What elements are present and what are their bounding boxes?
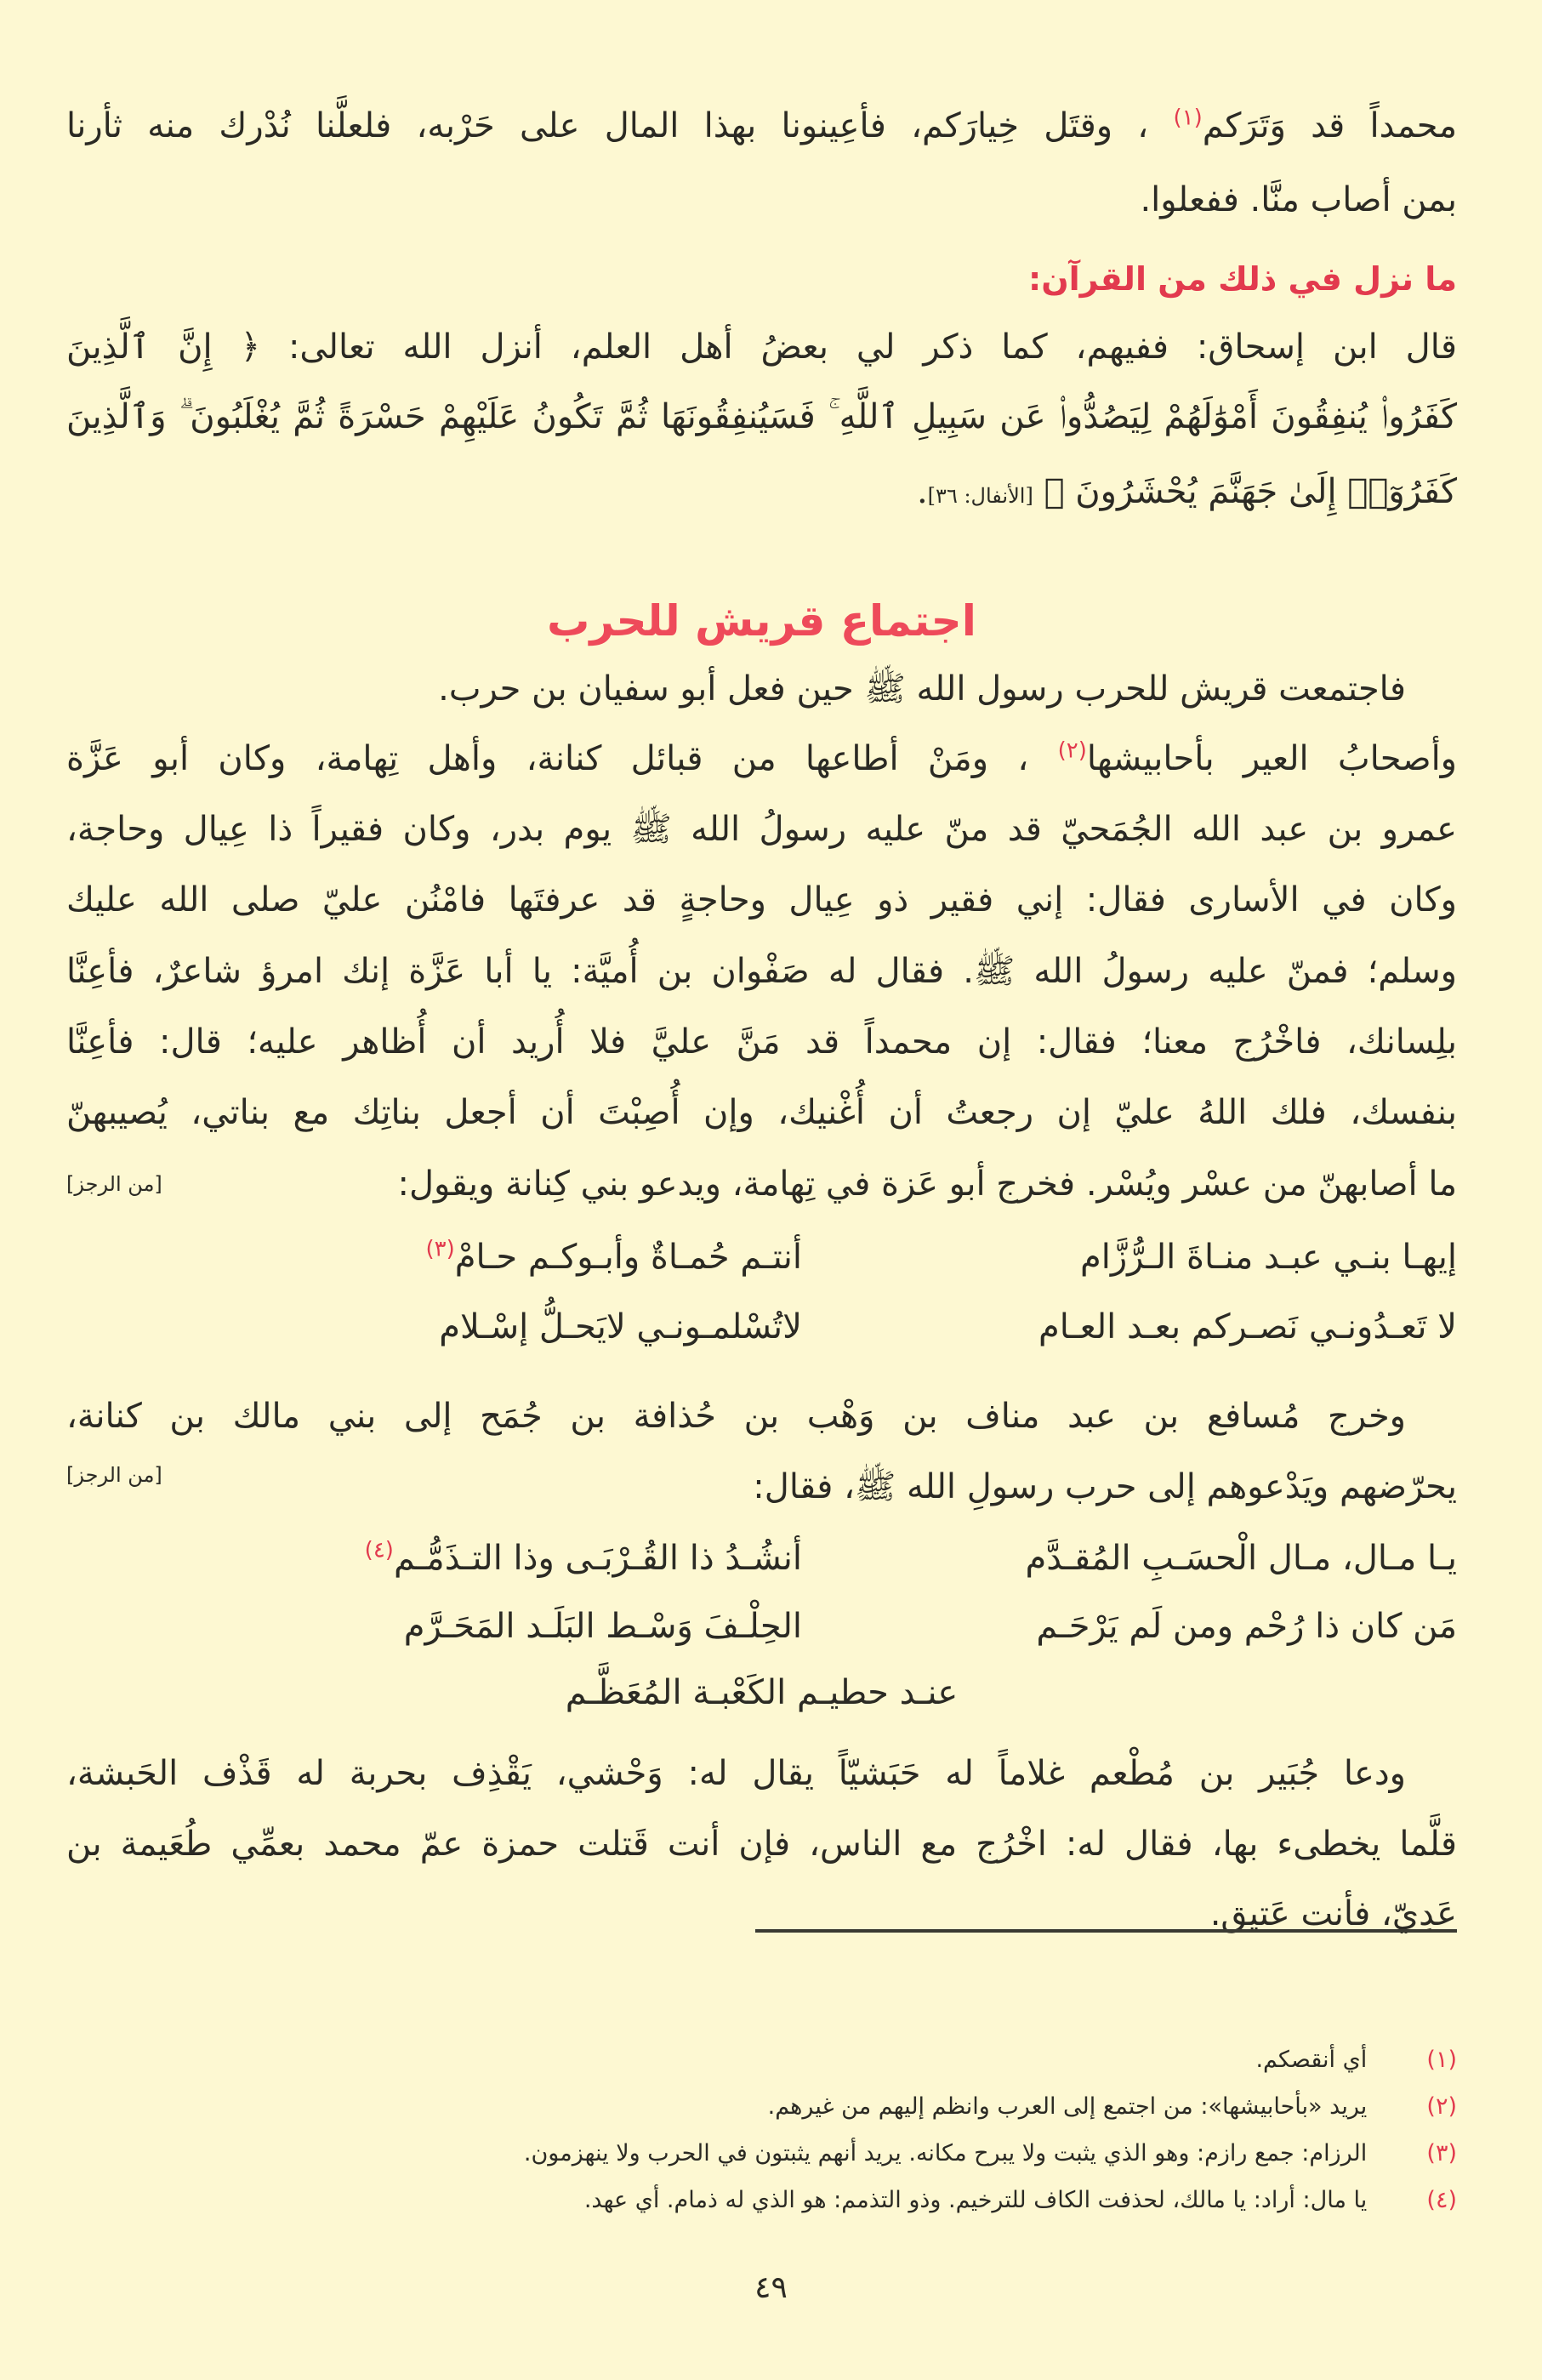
poem-hemistich-first: إيهـا بنـي عبـد منـاةَ الـرُّزَّام xyxy=(1079,1238,1457,1277)
body-line: بلِسانك، فاخْرُج معنا؛ فقال: إن محمداً قد مَنَّ عليَّ فلا أُريد أن أُظاهر عليه؛ قال: فأعِنَّا xyxy=(66,1022,1457,1062)
body-line: ما أصابهنّ من عسْر ويُسْر. فخرج أبو عَزة في تِهامة، ويدعو بني كِنانة ويقول: xyxy=(397,1164,1457,1204)
footnote-number: (٤) xyxy=(1426,2187,1457,2213)
body-line xyxy=(66,100,1457,151)
footnote-text: أي أنقصكم. xyxy=(1255,2047,1368,2073)
footnote-1 xyxy=(66,2041,1457,2079)
poem-meter-label: [من الرجز] xyxy=(66,1463,162,1487)
verse-text: أنشُـدُ ذا القُـرْبَـى وذا التـذَمُّـم xyxy=(393,1539,802,1578)
body-line: وسلم؛ فمنّ عليه رسولُ الله ﷺ. فقال له صَفْوان بن أُميَّة: يا أبا عَزَّة إنك امرؤ شاعرٌ، فأعِنَّا xyxy=(66,952,1457,991)
body-line: فاجتمعت قريش للحرب رسول الله ﷺ حين فعل أبو سفيان بن حرب. xyxy=(438,669,1406,709)
poem-hemistich-second xyxy=(258,1533,802,1584)
body-text: ، وقتَل خِيارَكم، فأعِينونا بهذا المال على حَرْبه، فلعلَّنا نُدْرك منه ثأرنا xyxy=(66,106,1149,145)
body-line xyxy=(66,733,1457,784)
body-line: وخرج مُسافع بن عبد مناف بن وَهْب بن حُذافة بن جُمَح إلى بني مالك بن كنانة، xyxy=(66,1397,1406,1436)
page-number: ٤٩ xyxy=(754,2270,788,2305)
footnote-ref-2[interactable]: (٢) xyxy=(1057,737,1087,764)
poem-meter-label: [من الرجز] xyxy=(66,1172,162,1196)
quran-citation: [الأنفال: ٣٦] xyxy=(927,484,1033,508)
body-line: قلَّما يخطىء بها، فقال له: اخْرُج مع الناس، فإن أنت قَتلت حمزة عمّ محمد بعمِّي طُعَيمة بن xyxy=(66,1825,1457,1864)
footnote-text: يريد «بأحابيشها»: من اجتمع إلى العرب وانظم إليهم من غيرهم. xyxy=(767,2093,1368,2120)
footnote-text: يا مال: أراد: يا مالك، لحذفت الكاف للترخيم. وذو التذمم: هو الذي له ذمام. أي عهد. xyxy=(583,2187,1368,2213)
poem-hemistich-second: لاتُسْلمـونـي لايَحـلُّ إسْـلام xyxy=(439,1307,802,1347)
footnote-number: (١) xyxy=(1426,2047,1457,2073)
body-line: قال ابن إسحاق: ففيهم، كما ذكر لي بعضُ أهل العلم، أنزل الله تعالى: ﴿ إِنَّ ٱلَّذِينَ xyxy=(66,327,1457,367)
footnote-number: (٣) xyxy=(1426,2140,1457,2166)
footnote-number: (٢) xyxy=(1426,2093,1457,2120)
section-title: اجتماع قريش للحرب xyxy=(547,596,976,646)
body-line: عمرو بن عبد الله الجُمَحيّ قد منّ عليه رسولُ الله ﷺ يوم بدر، وكان فقيراً ذا عِيال وحاجة، xyxy=(66,810,1457,849)
poem-closing-line: عنـد حطيـم الكَعْبـة المُعَظَّـم xyxy=(565,1673,959,1712)
poem-hemistich-first: لا تَعـدُونـي نَصـركم بعـد العـام xyxy=(1038,1307,1457,1347)
footnote-divider xyxy=(755,1929,1457,1933)
quran-verse-line: كَفَرُوا۟ يُنفِقُونَ أَمْوَٰلَهُمْ لِيَصُدُّوا۟ عَن سَبِيلِ ٱللَّهِ ۚ فَسَيُنفِقُونَهَا ثُمَّ تَكُونُ عَلَيْهِمْ حَسْرَةً ثُمَّ يُغْلَبُونَ ۗ وَٱلَّذِينَ xyxy=(66,397,1457,436)
footnote-text: الرزام: جمع رازم: وهو الذي يثبت ولا يبرح مكانه. يريد أنهم يثبتون في الحرب ولا ينهزمون. xyxy=(523,2140,1368,2166)
body-text: وأصحابُ العير بأحابيشها xyxy=(1086,739,1457,778)
poem-hemistich-first: يـا مـال، مـال الْحسَـبِ المُقـدَّم xyxy=(1025,1539,1457,1578)
poem-hemistich-second: الحِلْـفَ وَسْـط البَلَـد المَحَـرَّم xyxy=(403,1607,802,1646)
quran-text: كَفَرُوٓا۟ إِلَىٰ جَهَنَّمَ يُحْشَرُونَ ﴾ xyxy=(1044,472,1457,511)
verse-text: أنتـم حُمـاةٌ وأبـوكـم حـامْ xyxy=(454,1238,802,1277)
body-text: محمداً قد وَتَرَكم xyxy=(1202,106,1457,145)
footnote-ref-3[interactable]: (٣) xyxy=(425,1236,455,1262)
body-line: وكان في الأسارى فقال: إني فقير ذو عِيال وحاجةٍ قد عرفتَها فامْنُن عليّ صلى الله عليك xyxy=(66,880,1457,920)
punctuation: . xyxy=(916,472,928,511)
book-page xyxy=(66,85,1457,2380)
quran-verse-line xyxy=(66,466,1457,521)
body-line: ودعا جُبَير بن مُطْعم غلاماً له حَبَشيّاً يقال له: وَحْشي، يَقْذِف بحربة له قَذْف الحَبشة، xyxy=(66,1754,1406,1793)
subheading-quran: ما نزل في ذلك من القرآن: xyxy=(1028,260,1457,298)
body-line: بمن أصاب منَّا. ففعلوا. xyxy=(1140,180,1457,219)
footnote-2 xyxy=(66,2088,1457,2126)
body-line: عَدِيّ، فأنت عَتيق. xyxy=(1209,1894,1457,1933)
footnote-3 xyxy=(66,2135,1457,2172)
body-text: ، ومَنْ أطاعها من قبائل كنانة، وأهل تِهامة، وكان أبو عَزَّة xyxy=(66,739,1029,778)
poem-hemistich-second xyxy=(258,1232,802,1283)
body-line: يحرّضهم ويَدْعوهم إلى حرب رسولِ الله ﷺ، فقال: xyxy=(753,1467,1457,1506)
poem-hemistich-first: مَن كان ذا رُحْم ومن لَم يَرْحَـم xyxy=(1036,1607,1457,1646)
footnote-4 xyxy=(66,2182,1457,2219)
footnote-ref-1[interactable]: (١) xyxy=(1173,105,1203,131)
body-line: بنفسك، فلك اللهُ عليّ إن رجعتُ أن أُغْنيك، وإن أُصِبْتَ أن أجعل بناتِك مع بناتي، يُصيبهنّ xyxy=(66,1093,1457,1132)
footnote-ref-4[interactable]: (٤) xyxy=(364,1537,394,1563)
